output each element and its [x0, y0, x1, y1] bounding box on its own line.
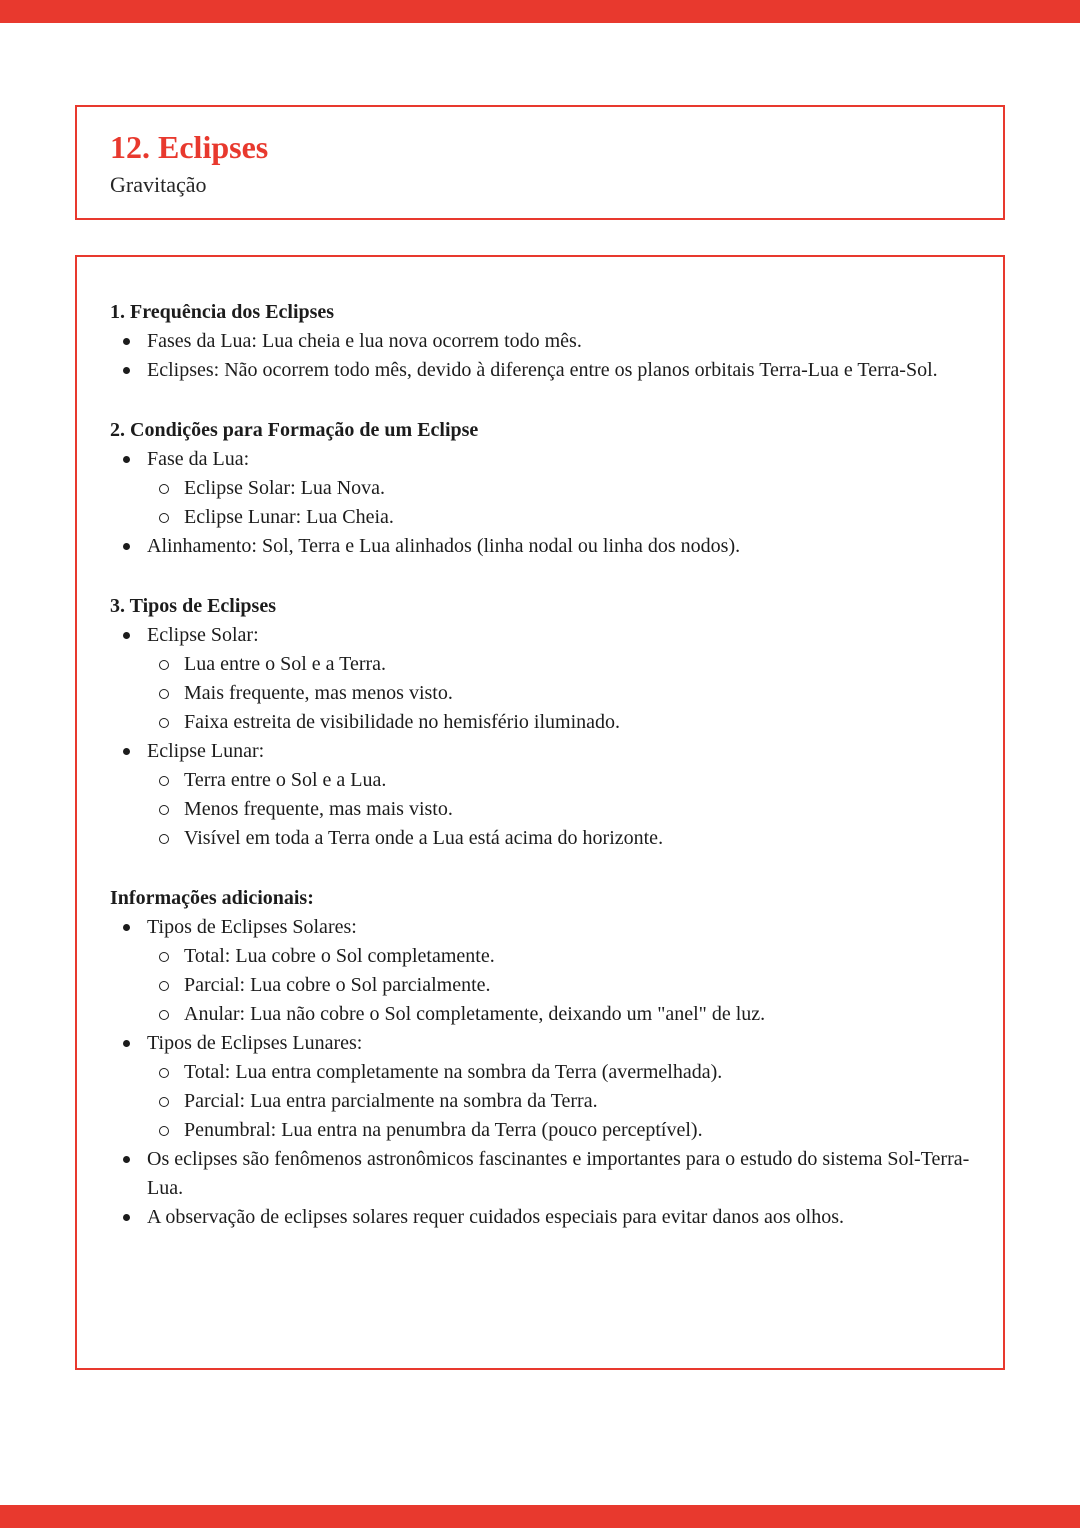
- sub-bullet-list: [110, 942, 970, 1029]
- sub-list-item: [147, 971, 970, 1000]
- section-heading: Informações adicionais:: [110, 887, 314, 909]
- sub-list-item: [147, 1087, 970, 1116]
- top-red-bar: [0, 0, 1080, 23]
- bullet-list: [110, 737, 970, 766]
- section-tipos-de-eclipses: [110, 591, 970, 853]
- bullet-list: [110, 1029, 970, 1058]
- list-item: [110, 327, 970, 356]
- list-item: [110, 1145, 970, 1203]
- sub-bullet-list: [110, 1058, 970, 1145]
- sub-list-item-text: Anular: Lua não cobre o Sol completamente, deixando um "anel" de luz.: [184, 1003, 766, 1025]
- sub-list-item: [147, 795, 970, 824]
- list-item-text: Eclipses: Não ocorrem todo mês, devido à diferença entre os planos orbitais Terra-Lua e Terra-Sol.: [147, 359, 938, 381]
- sub-list-item-text: Faixa estreita de visibilidade no hemisfério iluminado.: [184, 711, 621, 733]
- list-item-text: Os eclipses são fenômenos astronômicos fascinantes e importantes para o estudo do sistema Sol-Terra-Lua.: [147, 1148, 970, 1199]
- bullet-list: [110, 445, 970, 474]
- page-subtitle: Gravitação: [110, 171, 207, 197]
- list-item-text: Tipos de Eclipses Lunares:: [147, 1032, 363, 1054]
- list-item: [110, 913, 970, 942]
- sub-list-item-text: Terra entre o Sol e a Lua.: [184, 769, 387, 791]
- sub-list-item: [147, 503, 970, 532]
- sub-list-item-text: Penumbral: Lua entra na penumbra da Terra (pouco perceptível).: [184, 1119, 703, 1141]
- sub-list-item-text: Visível em toda a Terra onde a Lua está acima do horizonte.: [184, 827, 664, 849]
- section-heading: 1. Frequência dos Eclipses: [110, 301, 335, 323]
- content-card: [75, 255, 1005, 1370]
- list-item-text: A observação de eclipses solares requer cuidados especiais para evitar danos aos olhos.: [147, 1206, 844, 1228]
- sub-list-item: [147, 942, 970, 971]
- bullet-list: [110, 913, 970, 942]
- sub-list-item: [147, 708, 970, 737]
- list-item: [110, 445, 970, 474]
- section-informacoes-adicionais: [110, 883, 970, 1232]
- sub-list-item-text: Eclipse Solar: Lua Nova.: [184, 477, 386, 499]
- sub-list-item-text: Mais frequente, mas menos visto.: [184, 682, 453, 704]
- sub-list-item: [147, 766, 970, 795]
- list-item-text: Fases da Lua: Lua cheia e lua nova ocorrem todo mês.: [147, 330, 582, 352]
- list-item: [110, 1029, 970, 1058]
- sub-list-item-text: Lua entre o Sol e a Terra.: [184, 653, 387, 675]
- list-item: [110, 1203, 970, 1232]
- sub-list-item-text: Eclipse Lunar: Lua Cheia.: [184, 506, 394, 528]
- list-item: [110, 737, 970, 766]
- bottom-red-bar: [0, 1505, 1080, 1528]
- sub-bullet-list: [110, 650, 970, 737]
- list-item: [110, 621, 970, 650]
- sub-list-item-text: Total: Lua cobre o Sol completamente.: [184, 945, 495, 967]
- bullet-list: [110, 327, 970, 385]
- header-card: [75, 105, 1005, 220]
- sub-list-item: [147, 650, 970, 679]
- sub-list-item: [147, 679, 970, 708]
- sub-list-item: [147, 1116, 970, 1145]
- section-heading: 3. Tipos de Eclipses: [110, 595, 276, 617]
- bullet-list: [110, 1145, 970, 1232]
- sub-list-item: [147, 1000, 970, 1029]
- list-item-text: Tipos de Eclipses Solares:: [147, 916, 357, 938]
- sub-list-item-text: Total: Lua entra completamente na sombra da Terra (avermelhada).: [184, 1061, 723, 1083]
- section-heading: 2. Condições para Formação de um Eclipse: [110, 419, 479, 441]
- bullet-list: [110, 532, 970, 561]
- page-title: 12. Eclipses: [110, 129, 269, 165]
- list-item: [110, 532, 970, 561]
- sub-list-item: [147, 1058, 970, 1087]
- section-condicoes-formacao: [110, 415, 970, 561]
- list-item-text: Eclipse Solar:: [147, 624, 259, 646]
- sub-bullet-list: [110, 474, 970, 532]
- bullet-list: [110, 621, 970, 650]
- sub-bullet-list: [110, 766, 970, 853]
- list-item-text: Fase da Lua:: [147, 448, 250, 470]
- list-item: [110, 356, 970, 385]
- sub-list-item: [147, 824, 970, 853]
- sub-list-item-text: Parcial: Lua entra parcialmente na sombra da Terra.: [184, 1090, 598, 1112]
- sub-list-item: [147, 474, 970, 503]
- sub-list-item-text: Menos frequente, mas mais visto.: [184, 798, 453, 820]
- sub-list-item-text: Parcial: Lua cobre o Sol parcialmente.: [184, 974, 491, 996]
- list-item-text: Eclipse Lunar:: [147, 740, 265, 762]
- list-item-text: Alinhamento: Sol, Terra e Lua alinhados (linha nodal ou linha dos nodos).: [147, 535, 741, 557]
- section-frequencia-dos-eclipses: [110, 297, 970, 385]
